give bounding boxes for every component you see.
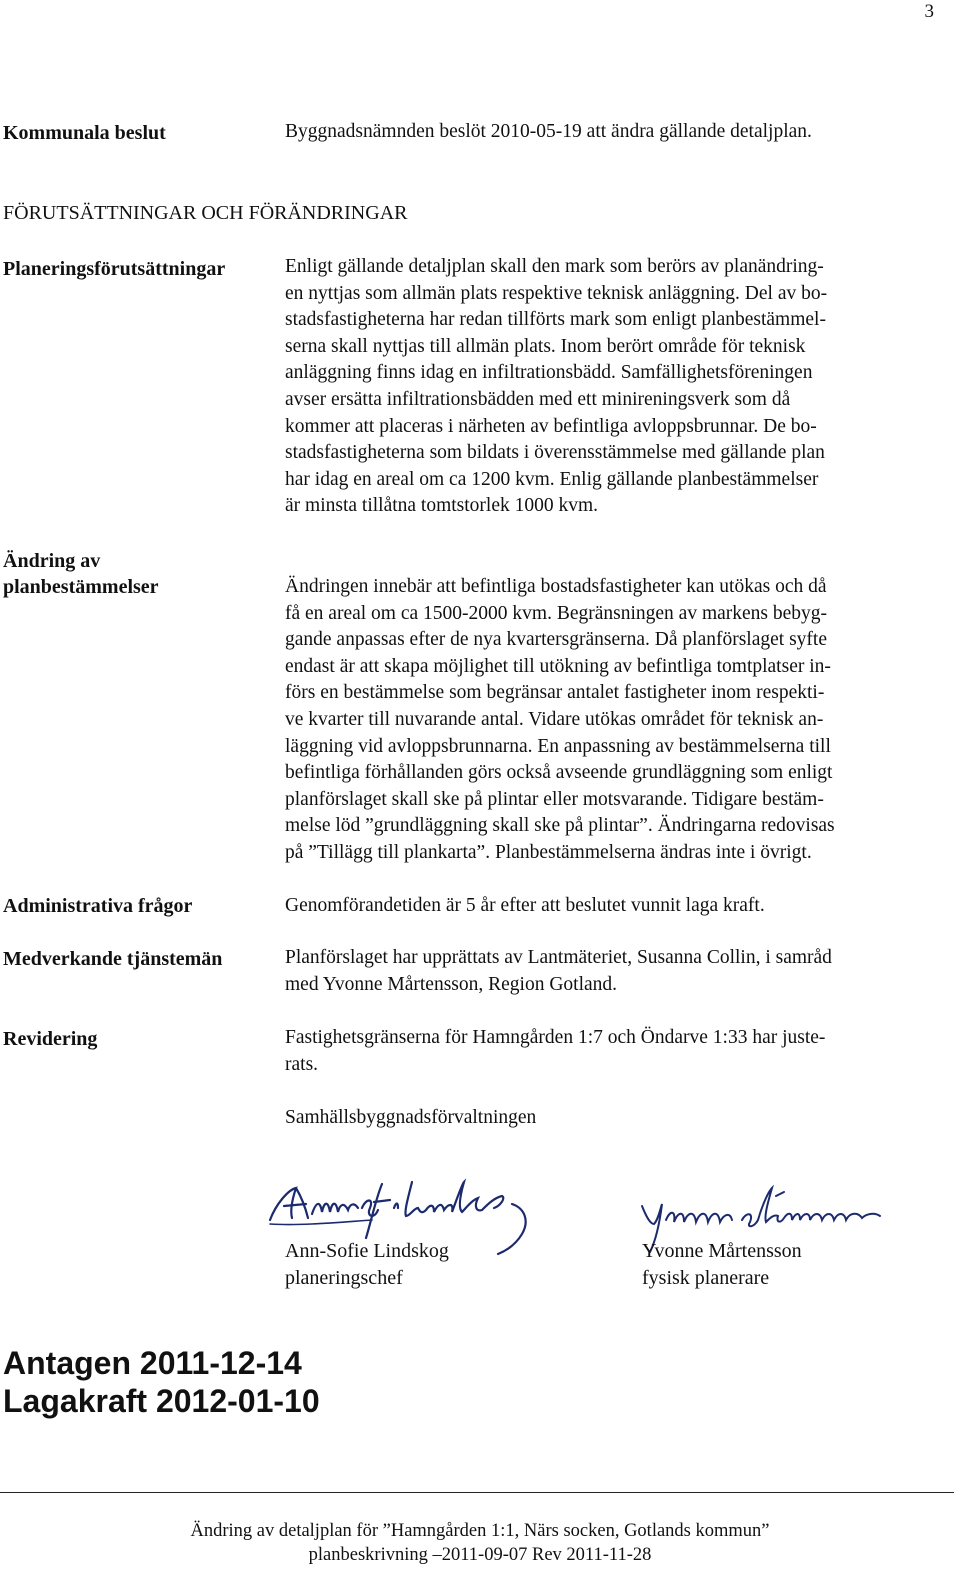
amendment-line: gande anpassas efter de nya kvartersgränserna. Då planförslaget syfte <box>285 629 827 651</box>
signatory-2-name: Yvonne Mårtensson <box>642 1240 802 1262</box>
administrative-label: Administrativa frågor <box>3 895 193 917</box>
amendment-label-line: planbestämmelser <box>3 576 159 598</box>
footer-line: Ändring av detaljplan för ”Hamngården 1:1, Närs socken, Gotlands kommun” <box>190 1521 770 1541</box>
amendment-line: melse löd ”grundläggning skall ske på plintar”. Ändringarna redovisas <box>285 815 835 837</box>
page-number: 3 <box>924 1 934 22</box>
staff-line: med Yvonne Mårtensson, Region Gotland. <box>285 973 618 995</box>
signatory-1 <box>285 1238 449 1292</box>
staff-paragraph <box>285 945 941 998</box>
planning-line: kommer att placeras i närheten av befintliga avloppsbrunnar. De bo- <box>285 415 817 437</box>
amendment-paragraph <box>285 574 941 867</box>
signatory-1-name: Ann-Sofie Lindskog <box>285 1240 449 1262</box>
amendment-line: endast är att skapa möjlighet till utökning av befintliga tomtplatser in- <box>285 655 831 677</box>
revision-paragraph <box>285 1025 941 1078</box>
signatory-1-title: planeringschef <box>285 1267 403 1289</box>
amendment-label-line: Ändring av <box>3 550 101 572</box>
planning-line: serna skall nyttjas till allmän plats. Inom berört område för teknisk <box>285 335 806 357</box>
amendment-line: få en areal om ca 1500-2000 kvm. Begränsningen av markens bebyg- <box>285 602 828 624</box>
signatory-2-title: fysisk planerare <box>642 1267 770 1289</box>
amendment-line: Ändringen innebär att befintliga bostadsfastigheter kan utökas och då <box>285 576 827 597</box>
decision-label: Kommunala beslut <box>3 122 166 144</box>
planning-line: Enligt gällande detaljplan skall den mark som berörs av planändring- <box>285 256 824 277</box>
section-heading: FÖRUTSÄTTNINGAR OCH FÖRÄNDRINGAR <box>3 202 408 224</box>
amendment-line: ve kvarter till nuvarande antal. Vidare utökas området för teknisk an- <box>285 708 824 730</box>
footer-divider <box>0 1492 954 1493</box>
adopted-date: Antagen 2011-12-14 <box>3 1345 302 1381</box>
amendment-line: läggning vid avloppsbrunnarna. En anpassning av bestämmelserna till <box>285 735 831 757</box>
amendment-line: planförslaget skall ske på plintar eller motsvarande. Tidigare bestäm- <box>285 788 824 810</box>
planning-line: stadsfastigheterna har redan tillförts mark som enligt planbestämmel- <box>285 309 826 331</box>
planning-label: Planeringsförutsättningar <box>3 258 226 280</box>
adoption-stamp <box>3 1344 320 1420</box>
planning-paragraph <box>285 254 941 520</box>
staff-label: Medverkande tjänstemän <box>3 948 223 970</box>
revision-label: Revidering <box>3 1028 98 1050</box>
amendment-line: på ”Tillägg till plankarta”. Planbestämmelserna ändras inte i övrigt. <box>285 841 812 863</box>
planning-line: stadsfastigheterna som bildats i överensstämmelse med gällande plan <box>285 442 825 464</box>
footer-line: planbeskrivning –2011-09-07 Rev 2011-11-28 <box>308 1545 652 1565</box>
planning-line: en nyttjas som allmän plats respektive teknisk anläggning. Del av bo- <box>285 282 828 304</box>
staff-line: Planförslaget har upprättats av Lantmäteriet, Susanna Collin, i samråd <box>285 947 832 968</box>
planning-line: är minsta tillåtna tomtstorlek 1000 kvm. <box>285 495 599 517</box>
planning-line: anläggning finns idag en infiltrationsbädd. Samfällighetsföreningen <box>285 362 813 384</box>
planning-line: har idag en areal om ca 1200 kvm. Enlig gällande planbestämmelser <box>285 468 819 490</box>
amendment-line: förs en bestämmelse som begränsar antalet fastigheter inom respekti- <box>285 682 825 704</box>
revision-line: rats. <box>285 1053 319 1075</box>
legal-force-date: Lagakraft 2012-01-10 <box>3 1383 320 1419</box>
decision-text: Byggnadsnämnden beslöt 2010-05-19 att ändra gällande detaljplan. <box>285 121 812 142</box>
revision-line: Fastighetsgränserna för Hamngården 1:7 och Öndarve 1:33 har juste- <box>285 1027 826 1048</box>
amendment-line: befintliga förhållanden görs också avseende grundläggning som enligt <box>285 762 833 784</box>
footer <box>0 1519 960 1567</box>
administrative-text: Genomförandetiden är 5 år efter att beslutet vunnit laga kraft. <box>285 895 765 916</box>
amendment-label <box>3 548 159 600</box>
organization-name: Samhällsbyggnadsförvaltningen <box>285 1107 537 1128</box>
planning-line: avser ersätta infiltrationsbädden med ett minireningsverk som då <box>285 388 791 410</box>
signatory-2 <box>642 1238 802 1292</box>
